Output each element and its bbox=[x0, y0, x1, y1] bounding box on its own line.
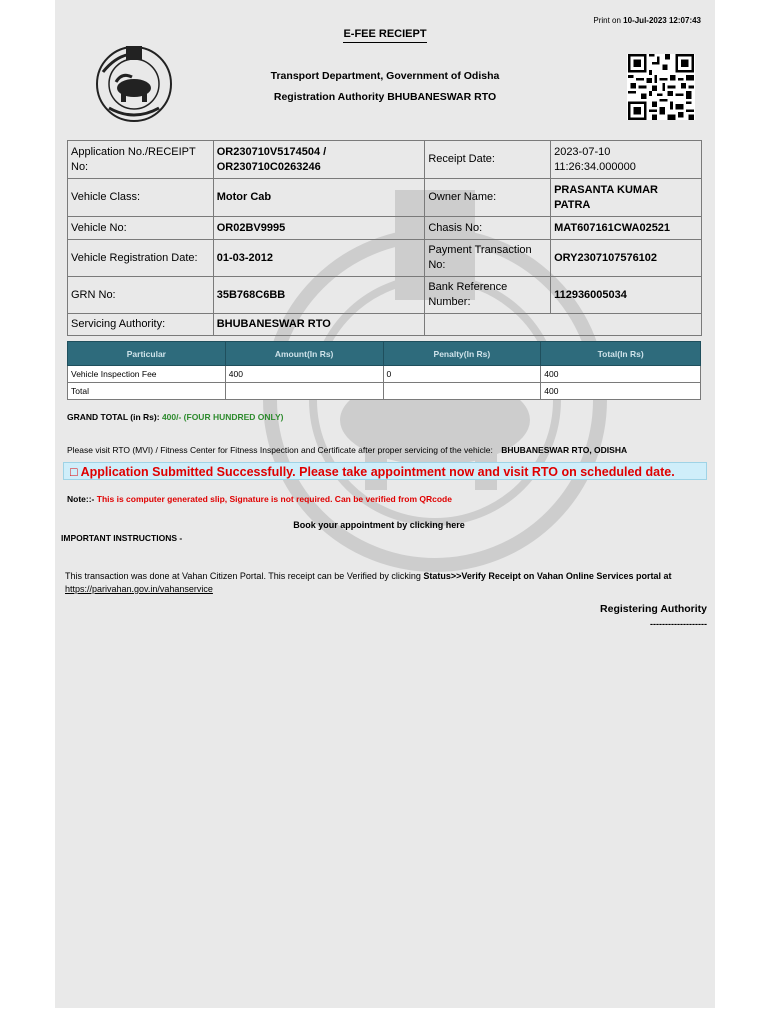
receipt-info-table bbox=[67, 140, 702, 336]
table-row bbox=[68, 314, 702, 336]
grn-no-label: GRN No: bbox=[68, 277, 214, 314]
payment-transaction-value: ORY2307107576102 bbox=[551, 240, 702, 277]
table-row bbox=[68, 383, 701, 400]
registration-date-value: 01-03-2012 bbox=[213, 240, 425, 277]
visit-instruction: Please visit RTO (MVI) / Fitness Center for Fitness Inspection and Certificate after proper servicing of the vehicle: BHUBANESWAR RTO, ODISHA bbox=[67, 445, 628, 455]
table-row bbox=[68, 179, 702, 217]
page-title: E-FEE RECIEPT bbox=[55, 28, 715, 40]
receipt-page bbox=[55, 0, 715, 1008]
book-appointment-link[interactable]: Book your appointment by clicking here bbox=[293, 520, 465, 530]
application-no-label: Application No./RECEIPT No: bbox=[68, 141, 214, 179]
column-header: Penalty(In Rs) bbox=[383, 342, 541, 366]
fee-total: 400 bbox=[541, 366, 701, 383]
signature-line: ------------------- bbox=[650, 619, 707, 629]
fee-total: 400 bbox=[541, 383, 701, 400]
column-header: Amount(In Rs) bbox=[225, 342, 383, 366]
owner-name-value: PRASANTA KUMAR PATRA bbox=[551, 179, 702, 217]
fee-table bbox=[67, 341, 701, 400]
note: Note::- This is computer generated slip, Signature is not required. Can be verified from QRcode bbox=[67, 494, 452, 504]
registration-date-label: Vehicle Registration Date: bbox=[68, 240, 214, 277]
receipt-date-label: Receipt Date: bbox=[425, 141, 551, 179]
bank-reference-value: 112936005034 bbox=[551, 277, 702, 314]
vehicle-class-value: Motor Cab bbox=[213, 179, 425, 217]
fee-particular: Vehicle Inspection Fee bbox=[68, 366, 226, 383]
table-row bbox=[68, 366, 701, 383]
empty-cell bbox=[425, 314, 702, 336]
important-instructions-heading: IMPORTANT INSTRUCTIONS - bbox=[61, 533, 183, 543]
vahan-service-link[interactable]: https://parivahan.gov.in/vahanservice bbox=[65, 584, 213, 594]
fee-penalty: 0 bbox=[383, 366, 541, 383]
table-row bbox=[68, 217, 702, 240]
vehicle-no-value: OR02BV9995 bbox=[213, 217, 425, 240]
vehicle-no-label: Vehicle No: bbox=[68, 217, 214, 240]
column-header: Particular bbox=[68, 342, 226, 366]
qr-code-icon[interactable] bbox=[627, 54, 695, 120]
owner-name-label: Owner Name: bbox=[425, 179, 551, 217]
vehicle-class-label: Vehicle Class: bbox=[68, 179, 214, 217]
success-banner bbox=[63, 462, 707, 480]
servicing-authority-label: Servicing Authority: bbox=[68, 314, 214, 336]
department-heading: Transport Department, Government of Odisha bbox=[270, 70, 500, 82]
chasis-no-label: Chasis No: bbox=[425, 217, 551, 240]
payment-transaction-label: Payment Transaction No: bbox=[425, 240, 551, 277]
table-row bbox=[68, 277, 702, 314]
grand-total: GRAND TOTAL (in Rs): 400/- (FOUR HUNDRED ONLY) bbox=[67, 412, 284, 422]
registering-authority: Registering Authority bbox=[600, 603, 707, 615]
fee-amount: 400 bbox=[225, 366, 383, 383]
bank-reference-label: Bank Reference Number: bbox=[425, 277, 551, 314]
fee-penalty bbox=[383, 383, 541, 400]
receipt-date-value: 2023-07-10 11:26:34.000000 bbox=[551, 141, 702, 179]
table-row bbox=[68, 141, 702, 179]
print-timestamp: Print on 10-Jul-2023 12:07:43 bbox=[593, 16, 701, 25]
table-row bbox=[68, 240, 702, 277]
fee-amount bbox=[225, 383, 383, 400]
odisha-emblem-icon bbox=[89, 44, 179, 124]
checkbox-icon: □ bbox=[70, 465, 78, 479]
fee-table-header bbox=[68, 342, 701, 366]
fee-particular: Total bbox=[68, 383, 226, 400]
chasis-no-value: MAT607161CWA02521 bbox=[551, 217, 702, 240]
success-message: Application Submitted Successfully. Please take appointment now and visit RTO on scheduled date. bbox=[80, 465, 675, 479]
authority-heading: Registration Authority BHUBANESWAR RTO bbox=[273, 91, 497, 103]
column-header: Total(In Rs) bbox=[541, 342, 701, 366]
transaction-info: This transaction was done at Vahan Citizen Portal. This receipt can be Verified by clicking Status>>Verify Receipt on Vahan Online Services portal at https://parivahan.gov.in/vahanservice bbox=[65, 571, 672, 594]
servicing-authority-value: BHUBANESWAR RTO bbox=[213, 314, 425, 336]
grn-no-value: 35B768C6BB bbox=[213, 277, 425, 314]
application-no-value: OR230710V5174504 / OR230710C0263246 bbox=[213, 141, 425, 179]
